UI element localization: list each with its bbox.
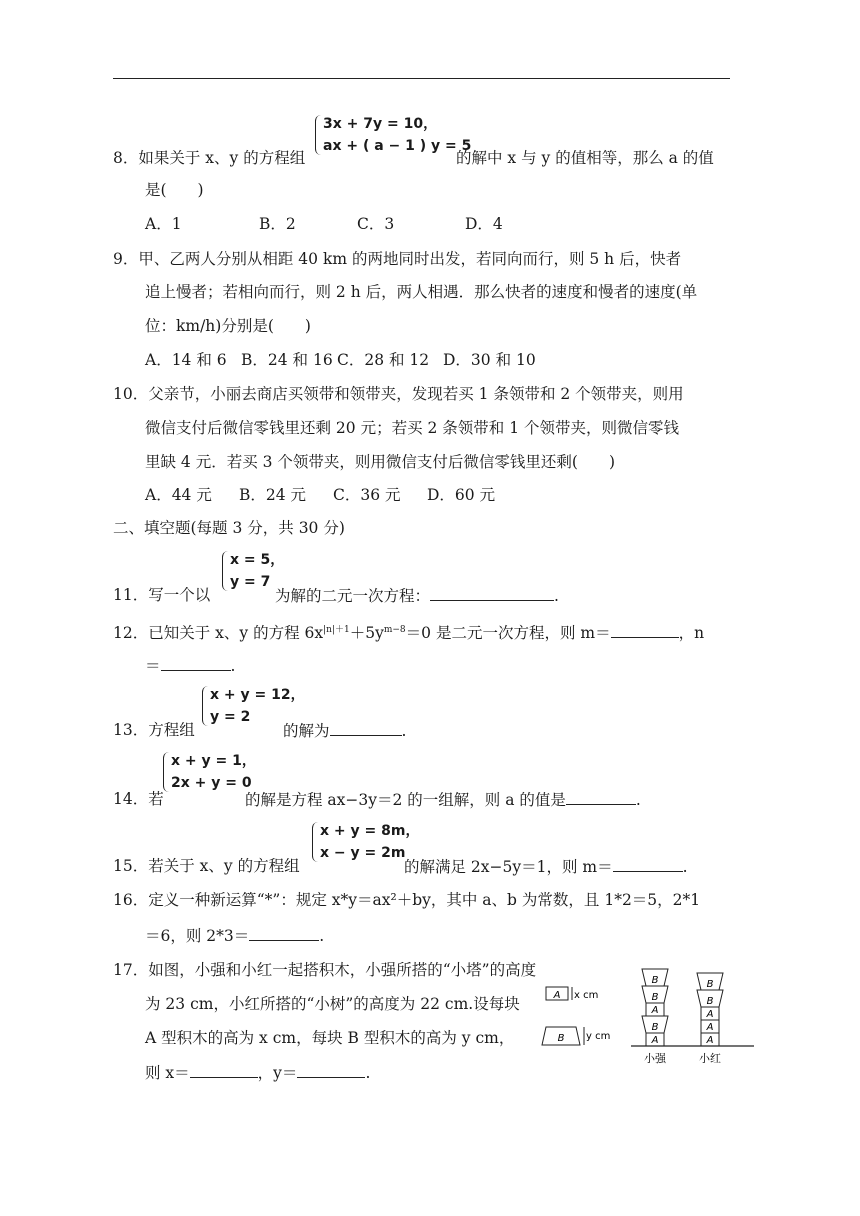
xiaoqiang-block-label: A bbox=[651, 1035, 659, 1046]
q12-text-b: ＋5y bbox=[349, 624, 384, 643]
q9-text1: 甲、乙两人分别从相距 40 km 的两地同时出发，若同向而行，则 5 h 后，快者 bbox=[138, 250, 682, 268]
xiaohong-block-label: A bbox=[706, 1022, 714, 1033]
q13-eq1: x + y = 12， bbox=[210, 687, 305, 703]
q8-brace bbox=[315, 115, 321, 155]
label-xiaoqiang: 小强 bbox=[644, 1052, 666, 1065]
q12-n-blank[interactable] bbox=[161, 655, 231, 671]
q14-answer-blank[interactable] bbox=[566, 789, 636, 805]
q17-end: . bbox=[365, 1064, 371, 1082]
q10-line3: 里缺 4 元．若买 3 个领带夹，则用微信支付后微信零钱里还剩( ) bbox=[145, 453, 616, 471]
q10-line1 bbox=[113, 384, 684, 404]
q13-line bbox=[113, 720, 195, 740]
q12-sup1: |n|＋1 bbox=[323, 625, 350, 635]
xiaoqiang-block-label: B bbox=[651, 992, 659, 1003]
q17-line3: A 型积木的高为 x cm，每块 B 型积木的高为 y cm， bbox=[145, 1029, 515, 1047]
xiaohong-block-label: A bbox=[706, 1009, 714, 1020]
q15-brace bbox=[312, 822, 318, 862]
q12-number: 12． bbox=[113, 624, 149, 643]
q15-eq1: x + y = 8m， bbox=[320, 823, 420, 839]
q11-line bbox=[113, 585, 210, 605]
q8-post: 的解中 x 与 y 的值相等，那么 a 的值 bbox=[456, 149, 714, 167]
q17-line1 bbox=[113, 960, 536, 980]
q13-post-line bbox=[283, 720, 406, 741]
q17-line2: 为 23 cm，小红所搭的“小树”的高度为 22 cm.设每块 bbox=[145, 995, 520, 1013]
q12-text-a: 已知关于 x、y 的方程 6x bbox=[148, 624, 324, 643]
q9-line3: 位：km/h)分别是( ) bbox=[145, 317, 311, 335]
q8-option-c[interactable]: C．3 bbox=[357, 215, 395, 233]
q17-y-blank[interactable] bbox=[297, 1062, 365, 1078]
q9-option-a[interactable]: A．14 和 6 bbox=[145, 351, 227, 369]
q8-pre: 如果关于 x、y 的方程组 bbox=[138, 149, 306, 167]
q16-line1 bbox=[113, 890, 700, 910]
q8-number: 8． bbox=[113, 149, 139, 167]
q17-line4 bbox=[145, 1062, 370, 1083]
q14-pre: 若 bbox=[148, 790, 164, 808]
q14-line bbox=[113, 789, 164, 809]
q8-eq1: 3x + 7y = 10， bbox=[323, 116, 438, 132]
tower-xiaohong bbox=[697, 973, 723, 1046]
q16-line2 bbox=[145, 925, 324, 946]
q17-text1: 如图，小强和小红一起搭积木，小强所搭的“小塔”的高度 bbox=[148, 961, 537, 979]
q10-option-a[interactable]: A．44 元 bbox=[145, 486, 212, 504]
q12-m-blank[interactable] bbox=[611, 622, 679, 638]
q12-text-c: ＝0 是二元一次方程，则 m＝ bbox=[405, 624, 611, 643]
q10-option-c[interactable]: C．36 元 bbox=[333, 486, 401, 504]
q12-sup2: m−8 bbox=[383, 625, 406, 635]
q11-post-line bbox=[275, 585, 559, 606]
q8-line1 bbox=[113, 148, 305, 168]
q10-number: 10． bbox=[113, 385, 149, 403]
q11-number: 11． bbox=[113, 586, 149, 604]
q14-number: 14． bbox=[113, 790, 149, 808]
q8-eq2: ax + ( a − 1 ) y = 5 bbox=[323, 138, 472, 154]
q14-brace bbox=[163, 752, 169, 792]
xiaoqiang-block-label: B bbox=[651, 975, 659, 986]
q12-text-d: ，n bbox=[678, 624, 705, 643]
xiaohong-block-label: A bbox=[706, 1035, 714, 1046]
label-xiaohong: 小红 bbox=[699, 1052, 721, 1065]
q9-line2: 追上慢者；若相向而行，则 2 h 后，两人相遇．那么快者的速度和慢者的速度(单 bbox=[145, 283, 698, 301]
q12-line2 bbox=[145, 655, 235, 676]
q15-system bbox=[312, 820, 420, 864]
q15-line bbox=[113, 856, 300, 876]
legend-b-unit: y cm bbox=[586, 1031, 611, 1042]
q11-end: . bbox=[554, 587, 559, 605]
q8-cont: 是( ) bbox=[145, 181, 204, 199]
q11-answer-blank[interactable] bbox=[430, 585, 554, 601]
q14-post: 的解是方程 ax−3y＝2 的一组解，则 a 的值是 bbox=[245, 791, 566, 809]
q8-option-b[interactable]: B．2 bbox=[259, 215, 296, 233]
q11-post: 为解的二元一次方程： bbox=[275, 587, 431, 605]
q9-number: 9． bbox=[113, 250, 139, 268]
q13-post: 的解为 bbox=[283, 722, 330, 740]
xiaohong-block-label: B bbox=[706, 979, 714, 990]
q17-blocks-figure bbox=[536, 950, 758, 1070]
q13-pre: 方程组 bbox=[148, 721, 195, 739]
section-heading: 二、填空题(每题 3 分，共 30 分) bbox=[113, 519, 345, 537]
legend-b-label: B bbox=[557, 1033, 565, 1044]
q17-number: 17． bbox=[113, 961, 149, 979]
q10-option-b[interactable]: B．24 元 bbox=[239, 486, 307, 504]
q16-text1: 定义一种新运算“*”：规定 x*y＝ax²＋by，其中 a、b 为常数，且 1*2＝5，2*1 bbox=[148, 891, 701, 909]
header-rule bbox=[113, 78, 730, 79]
tower-xiaoqiang bbox=[642, 969, 668, 1046]
q15-eq2: x − y = 2m bbox=[320, 845, 406, 861]
q13-end: . bbox=[401, 722, 407, 740]
q8-option-d[interactable]: D．4 bbox=[465, 215, 503, 233]
q9-option-c[interactable]: C．28 和 12 bbox=[337, 351, 430, 369]
q8-options bbox=[145, 214, 503, 234]
legend-block-b bbox=[542, 1027, 610, 1045]
q9-options bbox=[145, 350, 536, 370]
q15-end: . bbox=[682, 858, 688, 876]
q11-eq1: x = 5， bbox=[230, 552, 285, 568]
q14-eq2: 2x + y = 0 bbox=[171, 775, 252, 791]
xiaohong-block-label: B bbox=[706, 996, 714, 1007]
q11-eq2: y = 7 bbox=[230, 574, 271, 590]
q17-y-label: ，y＝ bbox=[257, 1064, 298, 1082]
q10-text1: 父亲节，小丽去商店买领带和领带夹，发现若买 1 条领带和 2 个领带夹，则用 bbox=[148, 385, 684, 403]
xiaoqiang-block-label: A bbox=[651, 1005, 659, 1016]
q13-number: 13． bbox=[113, 721, 149, 739]
q8-system bbox=[315, 113, 472, 157]
q11-system bbox=[222, 549, 285, 593]
q12-end: . bbox=[230, 657, 236, 675]
q9-line1 bbox=[113, 249, 681, 269]
q14-system bbox=[163, 750, 256, 794]
legend-a-label: A bbox=[553, 990, 561, 1001]
q13-brace bbox=[202, 686, 208, 726]
q9-option-b[interactable]: B．24 和 16 bbox=[241, 351, 333, 369]
q15-post: 的解满足 2x−5y＝1，则 m＝ bbox=[404, 858, 613, 876]
q16-end: . bbox=[319, 927, 325, 945]
q9-option-d[interactable]: D．30 和 10 bbox=[443, 351, 536, 369]
q14-post-line bbox=[245, 789, 641, 810]
q13-eq2: y = 2 bbox=[210, 709, 251, 725]
q13-answer-blank[interactable] bbox=[330, 720, 402, 736]
q14-end: . bbox=[635, 791, 641, 809]
q10-option-d[interactable]: D．60 元 bbox=[427, 486, 496, 504]
q8-option-a[interactable]: A．1 bbox=[145, 215, 182, 233]
q15-answer-blank[interactable] bbox=[613, 856, 683, 872]
xiaoqiang-block-label: B bbox=[651, 1022, 659, 1033]
q17-x-label: 则 x＝ bbox=[145, 1064, 190, 1082]
q16-text2: ＝6，则 2*3＝ bbox=[145, 927, 250, 945]
q10-line2: 微信支付后微信零钱里还剩 20 元；若买 2 条领带和 1 个领带夹，则微信零钱 bbox=[145, 419, 680, 437]
q11-pre: 写一个以 bbox=[148, 586, 211, 604]
legend-a-unit: x cm bbox=[574, 990, 599, 1001]
q16-number: 16． bbox=[113, 891, 149, 909]
q11-brace bbox=[222, 551, 228, 591]
q10-options bbox=[145, 485, 495, 505]
q17-x-blank[interactable] bbox=[190, 1062, 258, 1078]
q15-post-line bbox=[404, 856, 688, 877]
q15-number: 15． bbox=[113, 857, 149, 875]
q16-answer-blank[interactable] bbox=[249, 925, 319, 941]
legend-block-a bbox=[546, 987, 598, 1001]
q12-eq-sign: ＝ bbox=[145, 657, 161, 675]
q15-pre: 若关于 x、y 的方程组 bbox=[148, 857, 300, 875]
q14-eq1: x + y = 1， bbox=[171, 753, 256, 769]
q12-line1 bbox=[113, 620, 704, 643]
